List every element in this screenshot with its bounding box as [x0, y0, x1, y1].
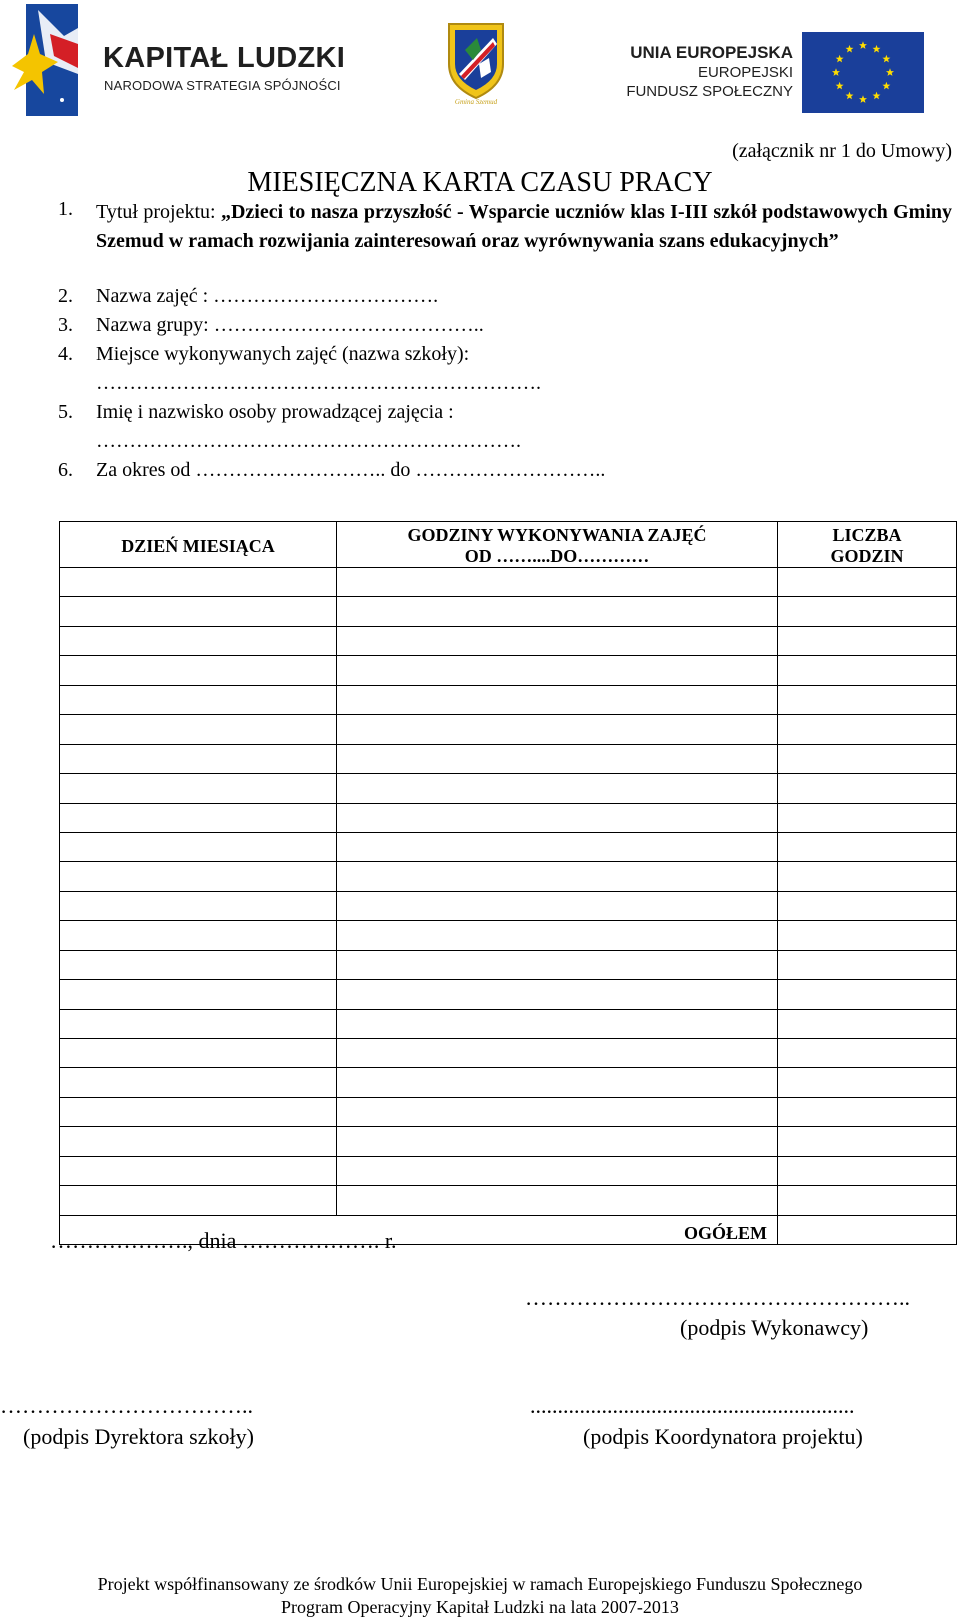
day-cell[interactable] — [60, 832, 337, 861]
day-cell[interactable] — [60, 597, 337, 626]
hours-cell[interactable] — [337, 1068, 778, 1097]
day-cell[interactable] — [60, 1097, 337, 1126]
count-cell[interactable] — [778, 1127, 957, 1156]
kapital-ludzki-title: KAPITAŁ LUDZKI — [103, 42, 346, 74]
table-row — [60, 597, 957, 626]
contractor-signature-line[interactable]: …………………………………………….. — [525, 1285, 910, 1310]
kapital-ludzki-subtitle: NARODOWA STRATEGIA SPÓJNOŚCI — [104, 78, 341, 93]
table-row — [60, 568, 957, 597]
hours-cell[interactable] — [337, 803, 778, 832]
col-working-hours-line2: OD ……....DO………… — [464, 546, 650, 566]
table-row — [60, 685, 957, 714]
table-row — [60, 1009, 957, 1038]
item-number-5: 5. — [58, 401, 73, 423]
gmina-crest — [445, 20, 507, 110]
count-cell[interactable] — [778, 1039, 957, 1068]
day-cell[interactable] — [60, 980, 337, 1009]
director-signature-label: (podpis Dyrektora szkoły) — [23, 1424, 254, 1449]
item-number-1: 1. — [58, 198, 73, 220]
count-cell[interactable] — [778, 1156, 957, 1185]
count-cell[interactable] — [778, 950, 957, 979]
day-cell[interactable] — [60, 1068, 337, 1097]
col-hours-count — [778, 522, 957, 568]
hours-cell[interactable] — [337, 715, 778, 744]
count-cell[interactable] — [778, 774, 957, 803]
count-cell[interactable] — [778, 568, 957, 597]
annex-note: (załącznik nr 1 do Umowy) — [732, 140, 952, 162]
date-line[interactable]: ………………., dnia ………………. r. — [50, 1228, 397, 1253]
count-cell[interactable] — [778, 1186, 957, 1215]
day-cell[interactable] — [60, 774, 337, 803]
hours-cell[interactable] — [337, 921, 778, 950]
director-signature-line[interactable]: …………………………….. — [0, 1393, 253, 1418]
project-title — [96, 198, 952, 256]
hours-cell[interactable] — [337, 980, 778, 1009]
item-number-3: 3. — [58, 314, 73, 336]
count-cell[interactable] — [778, 921, 957, 950]
day-cell[interactable] — [60, 715, 337, 744]
crest-icon — [445, 20, 507, 100]
coordinator-signature-line[interactable]: ........................................................... — [530, 1393, 855, 1418]
count-cell[interactable] — [778, 1068, 957, 1097]
footer-line1: Projekt współfinansowany ze środków Unii Europejskiej w ramach Europejskiego Funduszu Społecznego — [97, 1574, 863, 1594]
hours-cell[interactable] — [337, 950, 778, 979]
hours-cell[interactable] — [337, 744, 778, 773]
hours-cell[interactable] — [337, 1127, 778, 1156]
table-row — [60, 715, 957, 744]
day-cell[interactable] — [60, 1039, 337, 1068]
coordinator-signature-label: (podpis Koordynatora projektu) — [583, 1424, 863, 1449]
school-field[interactable]: …………………………………………………………. — [96, 372, 541, 394]
hours-cell[interactable] — [337, 1009, 778, 1038]
hours-cell[interactable] — [337, 1097, 778, 1126]
table-header-row — [60, 522, 957, 568]
footer-line2: Program Operacyjny Kapitał Ludzki na lata 2007-2013 — [281, 1597, 679, 1617]
count-cell[interactable] — [778, 744, 957, 773]
count-cell[interactable] — [778, 656, 957, 685]
hours-cell[interactable] — [337, 1039, 778, 1068]
class-name-field[interactable]: Nazwa zajęć : ……………………………. — [96, 285, 439, 307]
contractor-signature-label: (podpis Wykonawcy) — [680, 1315, 869, 1340]
eu-label — [615, 42, 793, 101]
eu-line2: EUROPEJSKI — [697, 64, 793, 81]
footer — [0, 1573, 960, 1619]
hours-cell[interactable] — [337, 626, 778, 655]
eu-line3: FUNDUSZ SPOŁECZNY — [626, 83, 793, 100]
total-hours-cell[interactable] — [778, 1215, 957, 1244]
item-number-6: 6. — [58, 459, 73, 481]
hours-cell[interactable] — [337, 774, 778, 803]
period-field[interactable]: Za okres od ……………………….. do ……………………….. — [96, 459, 606, 481]
kapital-ludzki-star-icon — [6, 4, 86, 116]
table-row — [60, 656, 957, 685]
count-cell[interactable] — [778, 891, 957, 920]
table-row — [60, 803, 957, 832]
col-working-hours-line1: GODZINY WYKONYWANIA ZAJĘĆ — [407, 525, 707, 545]
kapital-ludzki-logo — [6, 4, 351, 116]
table-row — [60, 1156, 957, 1185]
table-row — [60, 626, 957, 655]
table-row — [60, 744, 957, 773]
col-hours-count-line1: LICZBA — [832, 525, 902, 545]
col-hours-count-line2: GODZIN — [830, 546, 904, 566]
work-hours-table — [59, 521, 957, 1245]
school-label: Miejsce wykonywanych zajęć (nazwa szkoły): — [96, 343, 470, 365]
day-cell[interactable] — [60, 891, 337, 920]
document-title: MIESIĘCZNA KARTA CZASU PRACY — [247, 167, 713, 198]
hours-cell[interactable] — [337, 597, 778, 626]
teacher-label: Imię i nazwisko osoby prowadzącej zajęcia : — [96, 401, 454, 423]
table-row — [60, 980, 957, 1009]
table-body — [60, 568, 957, 1216]
table-row — [60, 1068, 957, 1097]
eu-line1: UNIA EUROPEJSKA — [630, 43, 793, 62]
table-row — [60, 832, 957, 861]
day-cell[interactable] — [60, 656, 337, 685]
col-working-hours — [337, 522, 778, 568]
day-cell[interactable] — [60, 1009, 337, 1038]
hours-cell[interactable] — [337, 685, 778, 714]
count-cell[interactable] — [778, 1097, 957, 1126]
day-cell[interactable] — [60, 862, 337, 891]
day-cell[interactable] — [60, 950, 337, 979]
hours-cell[interactable] — [337, 656, 778, 685]
table-row — [60, 1097, 957, 1126]
table-row — [60, 774, 957, 803]
project-title-name: „Dzieci to nasza przyszłość - Wsparcie uczniów klas I-III szkół podstawowych Gminy Szemud w ramach rozwijania zainteresowań oraz wyrównywania szans edukacyjnych” — [96, 201, 953, 252]
hours-cell[interactable] — [337, 568, 778, 597]
hours-cell[interactable] — [337, 862, 778, 891]
day-cell[interactable] — [60, 685, 337, 714]
day-cell[interactable] — [60, 626, 337, 655]
count-cell[interactable] — [778, 597, 957, 626]
day-cell[interactable] — [60, 744, 337, 773]
count-cell[interactable] — [778, 862, 957, 891]
table-row — [60, 1186, 957, 1215]
count-cell[interactable] — [778, 1009, 957, 1038]
count-cell[interactable] — [778, 803, 957, 832]
table-row — [60, 1127, 957, 1156]
day-cell[interactable] — [60, 568, 337, 597]
hours-cell[interactable] — [337, 891, 778, 920]
count-cell[interactable] — [778, 685, 957, 714]
count-cell[interactable] — [778, 980, 957, 1009]
day-cell[interactable] — [60, 1186, 337, 1215]
table-row — [60, 1039, 957, 1068]
hours-cell[interactable] — [337, 1186, 778, 1215]
eu-flag-icon — [802, 32, 924, 113]
table-row — [60, 921, 957, 950]
day-cell[interactable] — [60, 1127, 337, 1156]
col-day-of-month: DZIEŃ MIESIĄCA — [60, 522, 337, 568]
item-number-4: 4. — [58, 343, 73, 365]
item-number-2: 2. — [58, 285, 73, 307]
group-name-field[interactable]: Nazwa grupy: ………………………………….. — [96, 314, 484, 336]
teacher-field[interactable]: ………………………………………………………. — [96, 430, 521, 452]
count-cell[interactable] — [778, 832, 957, 861]
project-title-lead: Tytuł projektu: — [96, 201, 221, 223]
hours-cell[interactable] — [337, 1156, 778, 1185]
day-cell[interactable] — [60, 921, 337, 950]
total-label: OGÓŁEM — [60, 1215, 778, 1244]
crest-caption: Gmina Szemud — [454, 98, 498, 106]
hours-cell[interactable] — [337, 832, 778, 861]
count-cell[interactable] — [778, 715, 957, 744]
day-cell[interactable] — [60, 1156, 337, 1185]
table-row — [60, 862, 957, 891]
table-row — [60, 891, 957, 920]
table-row — [60, 950, 957, 979]
day-cell[interactable] — [60, 803, 337, 832]
count-cell[interactable] — [778, 626, 957, 655]
